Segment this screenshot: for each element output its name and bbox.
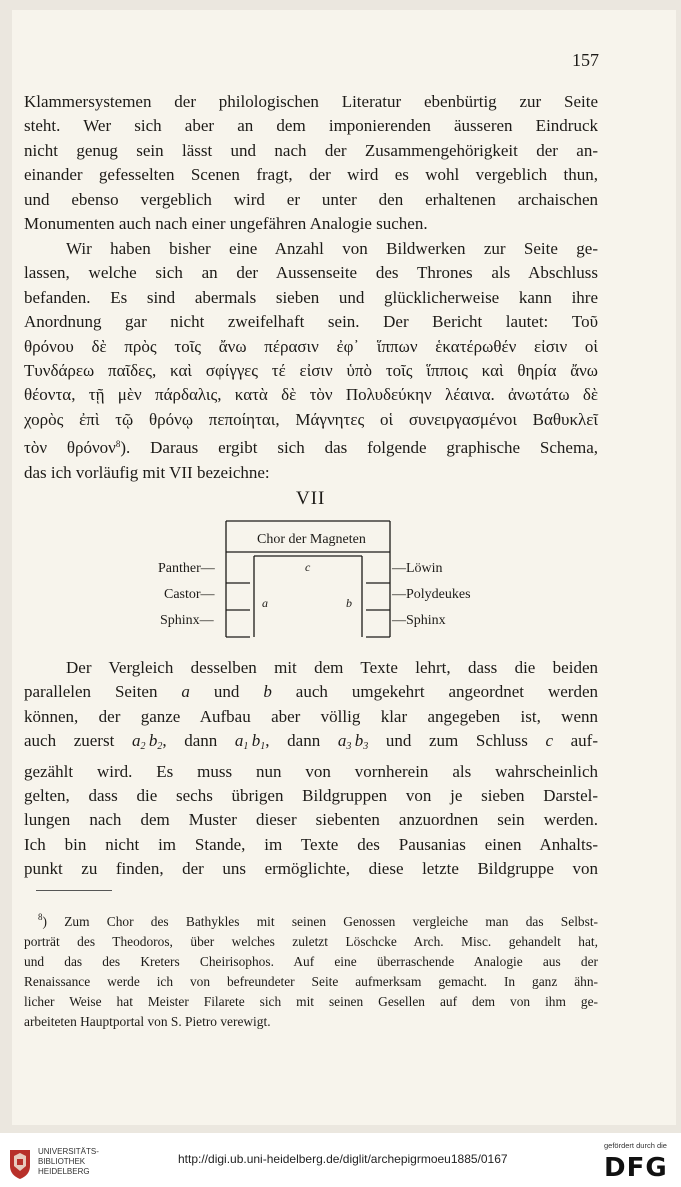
text-line: [24, 729, 598, 759]
text-fragment: ). Daraus ergibt sich das folgende graphische Schema,: [120, 438, 598, 458]
text-line: Der Vergleich desselben mit dem Texte lehrt, dass die beiden: [66, 658, 598, 677]
text-fragment: und: [189, 682, 264, 702]
text-line: steht. Wer sich aber an dem imponierenden äusseren Eindruck: [24, 116, 598, 136]
footnote-rule: [36, 890, 112, 891]
schema-left-label: Castor—: [164, 587, 215, 602]
text-line: lungen nach dem Muster dieser siebenten anzuordnen sein werden.: [24, 810, 598, 830]
text-line: einander gefesselten Scenen fragt, der wird es wohl vergeblich thun,: [24, 165, 598, 185]
schema-variable-a: a: [262, 596, 268, 610]
dfg-caption: gefördert durch die: [604, 1141, 667, 1150]
text-fragment: auf-: [553, 731, 599, 751]
footnote-line: und das des Kreters Cheirisophos. Auf eine überraschende Analogie aus der: [24, 954, 598, 970]
text-line: Klammersystemen der philologischen Literatur ebenbürtig zur Seite: [24, 92, 598, 111]
text-line: Monumenten auch nach einer ungefähren Analogie suchen.: [24, 214, 428, 234]
text-line: [24, 680, 598, 704]
greek-text-line: Τυνδάρεω παῖδες, καὶ σφίγγες τέ εἰσιν ὑπὸ τοῖς ἵπποις καὶ θηρία ἄνω: [24, 361, 598, 381]
text-line: punkt zu finden, der uns ermöglichte, diese letzte Bildgruppe von: [24, 859, 598, 879]
text-fragment: ) Zum Chor des Bathykles mit seinen Genossen vergleiche man das Selbst-: [42, 914, 598, 929]
variable-b: b: [263, 682, 272, 702]
schema-right-label: —Polydeukes: [392, 587, 471, 602]
text-fragment: parallelen Seiten: [24, 682, 182, 702]
footnote-line: porträt des Theodoros, über welches zuletzt Löschcke Arch. Misc. gehandelt hat,: [24, 934, 598, 950]
schema-left-label: Sphinx—: [160, 613, 214, 628]
text-fragment: und zum Schluss: [368, 731, 546, 751]
greek-text-line: θρόνου δὲ πρὸς τοῖς ἄνω πέρασιν ἐφ᾽ ἵππων ἑκατέρωθέν εἰσιν οἱ: [24, 336, 598, 356]
footnote-line: Renaissance werde ich von befreundeter Seite aufmerksam gemacht. In ganz ähn-: [24, 974, 598, 990]
variable-a2: $a_2$ $b_2$: [131, 731, 163, 753]
text-line: und ebenso vergeblich wird er unter den erhaltenen archaischen: [24, 189, 598, 209]
text-line: nicht genug sein lässt und nach der Zusammengehörigkeit der an-: [24, 140, 598, 160]
schema-variable-c: c: [305, 560, 311, 574]
footnote: [24, 907, 598, 1033]
schema-right-label: —Löwin: [392, 561, 443, 576]
text-line: Wir haben bisher eine Anzahl von Bildwerken zur Seite ge-: [66, 239, 598, 258]
text-fragment: auch zuerst: [24, 731, 132, 751]
dfg-logo: DFG: [604, 1153, 668, 1183]
variable-c: c: [545, 731, 554, 751]
text-line: lassen, welche sich an der Aussenseite des Thrones als Abschluss: [24, 263, 598, 283]
library-name: [38, 1147, 99, 1177]
schema-variable-b: b: [346, 596, 352, 610]
library-name-line: UNIVERSITÄTS-: [38, 1147, 99, 1156]
footnote-line: arbeiteten Hauptportal von S. Pietro verewigt.: [24, 1014, 271, 1030]
text-fragment: , dann: [265, 731, 338, 751]
footnote-line: licher Weise hat Meister Filarete sich mit seinen Gesellen auf dem von ihm ge-: [24, 994, 598, 1010]
variable-a1: $a_1$ $b_1$: [234, 731, 266, 753]
library-seal-icon: [8, 1148, 32, 1180]
footnote-marker: 8: [38, 912, 43, 922]
footnote-reference[interactable]: 8: [115, 439, 121, 450]
text-line: das ich vorläufig mit VII bezeichne:: [24, 462, 270, 482]
library-name-line: BIBLIOTHEK: [38, 1157, 86, 1166]
text-line: befanden. Es sind abermals sieben und glücklicherweise kann ihre: [24, 287, 598, 307]
text-line: gezählt wird. Es muss nun von vornherein als wahrscheinlich: [24, 761, 598, 781]
source-url-link[interactable]: http://digi.ub.uni-heidelberg.de/diglit/archepigrmoeu1885/0167: [178, 1152, 508, 1166]
variable-a3: $a_3$ $b_3$: [337, 731, 369, 753]
footnote-line: [24, 907, 598, 932]
text-fragment: auch umgekehrt angeordnet werden: [271, 682, 599, 702]
schema-left-label: Panther—: [158, 561, 215, 576]
greek-text-line: θέοντα, τῇ μὲν πάρδαλις, κατὰ δὲ τὸν Πολυδεύκην λέαινα. ἀνωτάτω δὲ: [24, 385, 598, 405]
schema-right-label: —Sphinx: [392, 613, 446, 628]
schema-header-label: Chor der Magneten: [257, 532, 366, 547]
page-number: 157: [572, 50, 599, 70]
greek-text-line: χορὸς ἐπὶ τῷ θρόνῳ πεποίηται, Μάγνητες οἱ συνειργασμένοι Βαθυκλεῖ: [24, 409, 598, 429]
text-line: Anordnung gar nicht zweifelhaft sein. Der Bericht lautet: Τοῦ: [24, 312, 598, 332]
text-fragment: , dann: [162, 731, 235, 751]
variable-a: a: [181, 682, 190, 702]
library-name-line: HEIDELBERG: [38, 1167, 90, 1176]
paragraph-3: [24, 656, 598, 882]
text-line: gelten, dass die sechs übrigen Bildgruppen von je sieben Darstel-: [24, 786, 598, 806]
greek-fragment: τὸν θρόνον: [24, 438, 116, 458]
text-line: Ich bin nicht im Stande, im Texte des Pausanias einen Anhalts-: [24, 834, 598, 854]
schema-title: VII: [296, 488, 326, 509]
text-line: können, der ganze Aufbau aber völlig klar angegeben ist, wenn: [24, 706, 598, 726]
